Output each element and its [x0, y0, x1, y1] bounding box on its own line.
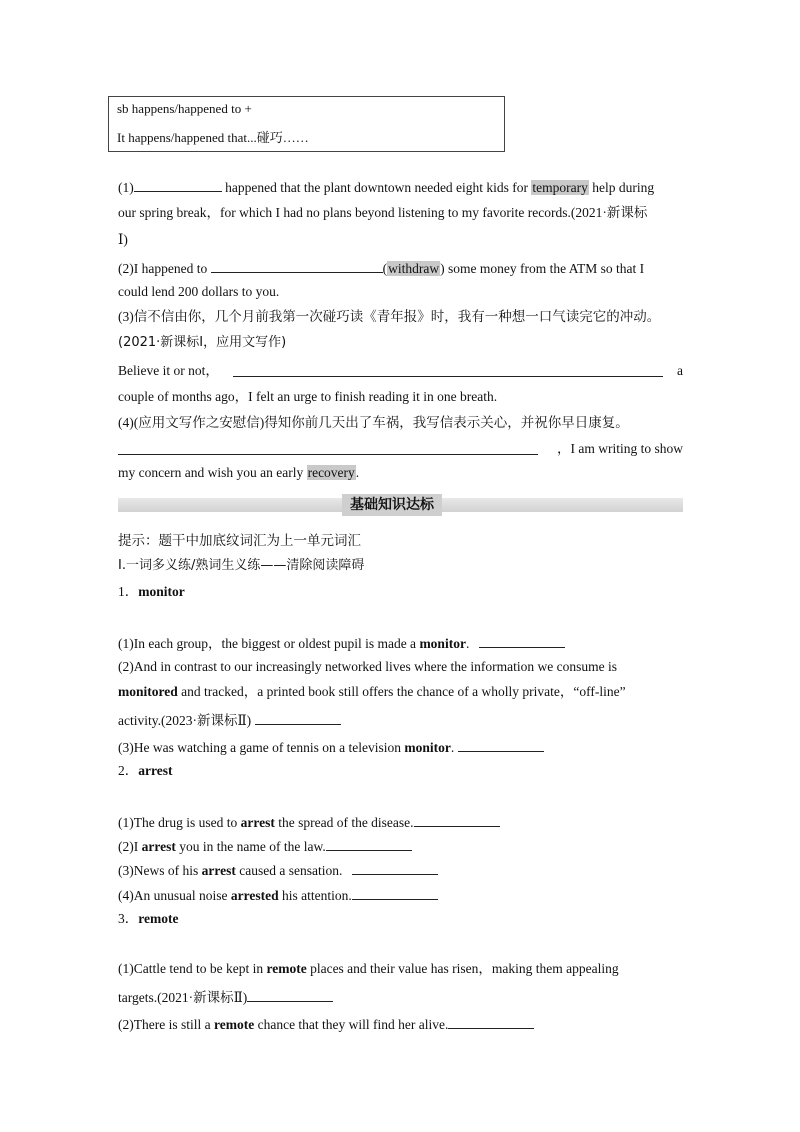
q1-line-2: our spring break，for which I had no plans beyond listening to my favorite records.(2021·新课标 [118, 205, 648, 220]
remote-item-1b: targets.(2021·新课标Ⅱ) [118, 987, 683, 1007]
q3-line-4: couple of months ago，I felt an urge to finish reading it in one breath. [118, 389, 498, 404]
q3-line-3: Believe it or not， a [118, 363, 683, 378]
monitor-item-2c: activity.(2023·新课标Ⅱ) [118, 710, 683, 730]
answer-blank[interactable] [118, 440, 538, 455]
q4-line-3: my concern and wish you an early recovery. [118, 465, 360, 480]
arrest-item-2: (2)I arrest you in the name of the law. [118, 836, 683, 856]
hint-text: 提示：题干中加底纹词汇为上一单元词汇 [118, 533, 361, 548]
word-heading-monitor: 1．monitor [118, 584, 185, 599]
highlight-word: withdraw [388, 261, 440, 276]
q3-source: (2021·新课标Ⅰ，应用文写作) [118, 335, 287, 350]
answer-blank[interactable] [255, 710, 341, 725]
answer-blank[interactable] [326, 836, 412, 851]
arrest-item-4: (4)An unusual noise arrested his attention. [118, 885, 683, 905]
phrase-line-1: sb happens/happened to + [117, 101, 252, 116]
answer-blank[interactable] [352, 885, 438, 900]
q2-line-1: (2)I happened to (withdraw) some money from the ATM so that I [118, 258, 683, 278]
monitor-item-3: (3)He was watching a game of tennis on a television monitor. [118, 737, 683, 757]
q4-line-1: (4)(应用文写作之安慰信)得知你前几天出了车祸，我写信表示关心，并祝你早日康复。 [118, 415, 629, 430]
highlight-word: temporary [532, 180, 588, 195]
arrest-item-3: (3)News of his arrest caused a sensation. [118, 860, 683, 880]
answer-blank[interactable] [211, 258, 383, 273]
part-title: Ⅰ.一词多义练/熟词生义练——清除阅读障碍 [118, 558, 365, 573]
word-heading-arrest: 2．arrest [118, 763, 173, 778]
monitor-item-2a: (2)And in contrast to our increasingly networked lives where the information we consume is [118, 659, 617, 674]
highlight-word: recovery [307, 465, 355, 480]
answer-blank[interactable] [458, 737, 544, 752]
q1-line-3: Ⅰ) [118, 232, 128, 247]
remote-item-1a: (1)Cattle tend to be kept in remote places and their value has risen，making them appealing [118, 961, 619, 976]
monitor-item-2b: monitored and tracked，a printed book still offers the chance of a wholly private，“off-line” [118, 684, 626, 699]
answer-blank[interactable] [479, 633, 565, 648]
word-heading-remote: 3．remote [118, 911, 179, 926]
q3-line-1: (3)信不信由你，几个月前我第一次碰巧读《青年报》时，我有一种想一口气读完它的冲动。 [118, 309, 661, 324]
q4-line-2: ，I am writing to show [118, 440, 683, 458]
section-title: 基础知识达标 [342, 494, 442, 516]
phrase-box [108, 96, 505, 152]
monitor-item-1: (1)In each group，the biggest or oldest pupil is made a monitor. [118, 633, 683, 653]
answer-blank[interactable] [352, 860, 438, 875]
section-header [118, 494, 683, 516]
answer-blank[interactable] [247, 987, 333, 1002]
answer-blank[interactable] [448, 1014, 534, 1029]
arrest-item-1: (1)The drug is used to arrest the spread of the disease. [118, 812, 683, 832]
phrase-line-2: It happens/happened that...碰巧…… [117, 130, 309, 145]
q1-line-1: (1) happened that the plant downtown needed eight kids for temporary help during [118, 177, 683, 197]
answer-blank[interactable] [414, 812, 500, 827]
remote-item-2: (2)There is still a remote chance that they will find her alive. [118, 1014, 683, 1034]
answer-blank[interactable] [134, 177, 222, 192]
answer-blank[interactable] [233, 362, 663, 377]
q2-line-2: could lend 200 dollars to you. [118, 284, 280, 299]
